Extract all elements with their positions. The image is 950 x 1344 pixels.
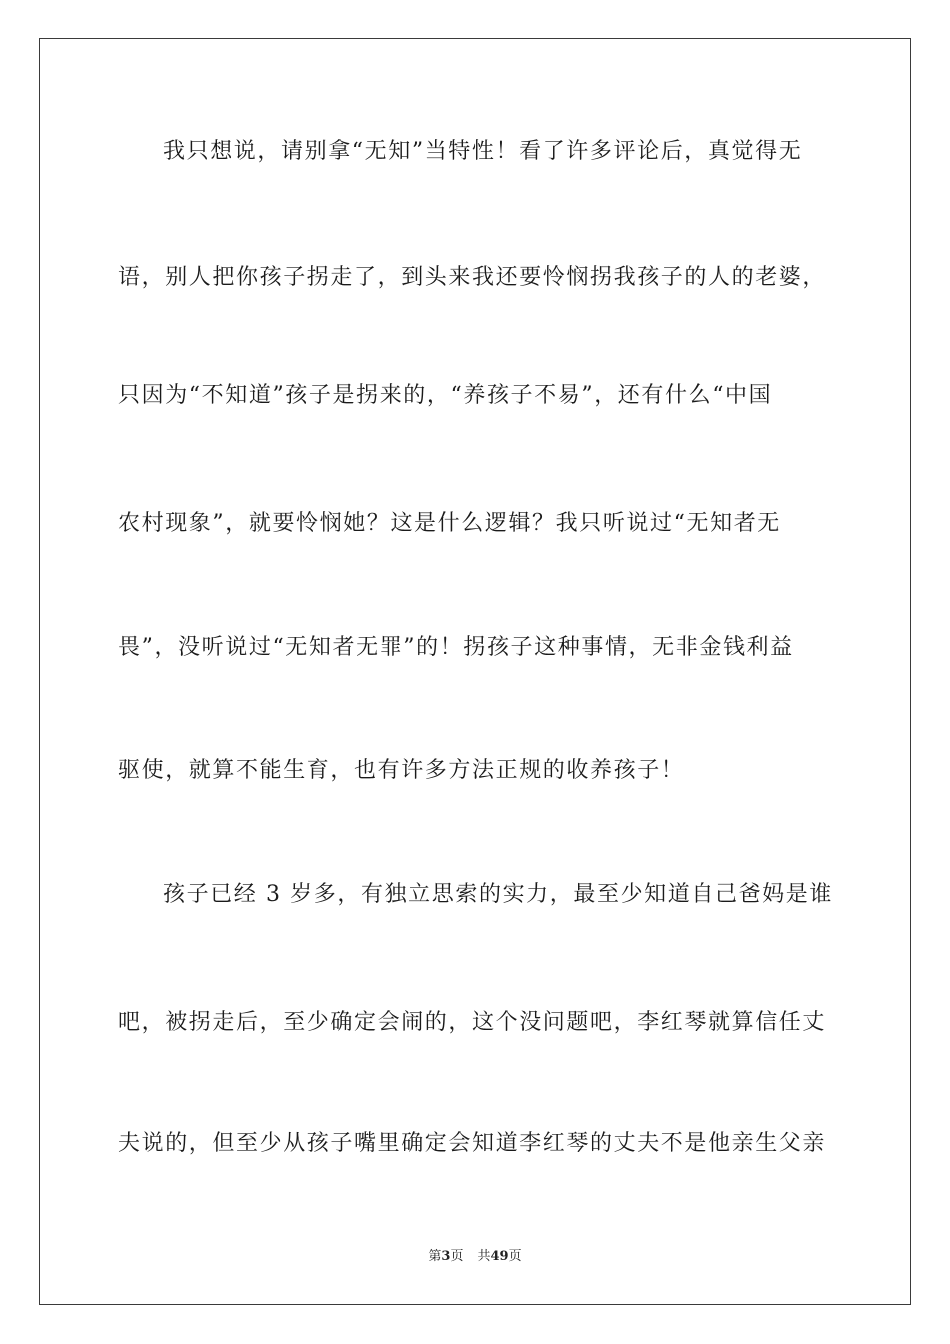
page-footer xyxy=(0,1248,950,1266)
paragraph-1-line-5: 畏”，没听说过“无知者无罪”的！拐孩子这种事情，无非金钱利益 xyxy=(118,635,794,660)
page-number: 3 xyxy=(441,1249,451,1264)
paragraph-1-line-1: 我只想说，请别拿“无知”当特性！看了许多评论后，真觉得无 xyxy=(163,139,803,164)
total-prefix: 共 xyxy=(477,1249,491,1264)
paragraph-2-line-2: 吧，被拐走后，至少确定会闹的，这个没问题吧，李红琴就算信任丈 xyxy=(118,1010,827,1035)
paragraph-2-line-3: 夫说的，但至少从孩子嘴里确定会知道李红琴的丈夫不是他亲生父亲 xyxy=(118,1131,827,1156)
page-suffix: 页 xyxy=(450,1249,464,1264)
paragraph-1-line-6: 驱使，就算不能生育，也有许多方法正规的收养孩子！ xyxy=(118,758,685,783)
paragraph-1-line-2: 语，别人把你孩子拐走了，到头来我还要怜悯拐我孩子的人的老婆， xyxy=(118,265,827,290)
page-border xyxy=(39,38,911,1305)
page-prefix: 第 xyxy=(428,1249,442,1264)
total-pages: 49 xyxy=(490,1249,509,1264)
paragraph-1-line-4: 农村现象”，就要怜悯她？这是什么逻辑？我只听说过“无知者无 xyxy=(118,511,781,536)
total-suffix: 页 xyxy=(508,1249,522,1264)
paragraph-1-line-3: 只因为“不知道”孩子是拐来的，“养孩子不易”，还有什么“中国 xyxy=(118,383,773,408)
paragraph-2-line-1: 孩子已经 3 岁多，有独立思索的实力，最至少知道自己爸妈是谁 xyxy=(163,882,833,907)
